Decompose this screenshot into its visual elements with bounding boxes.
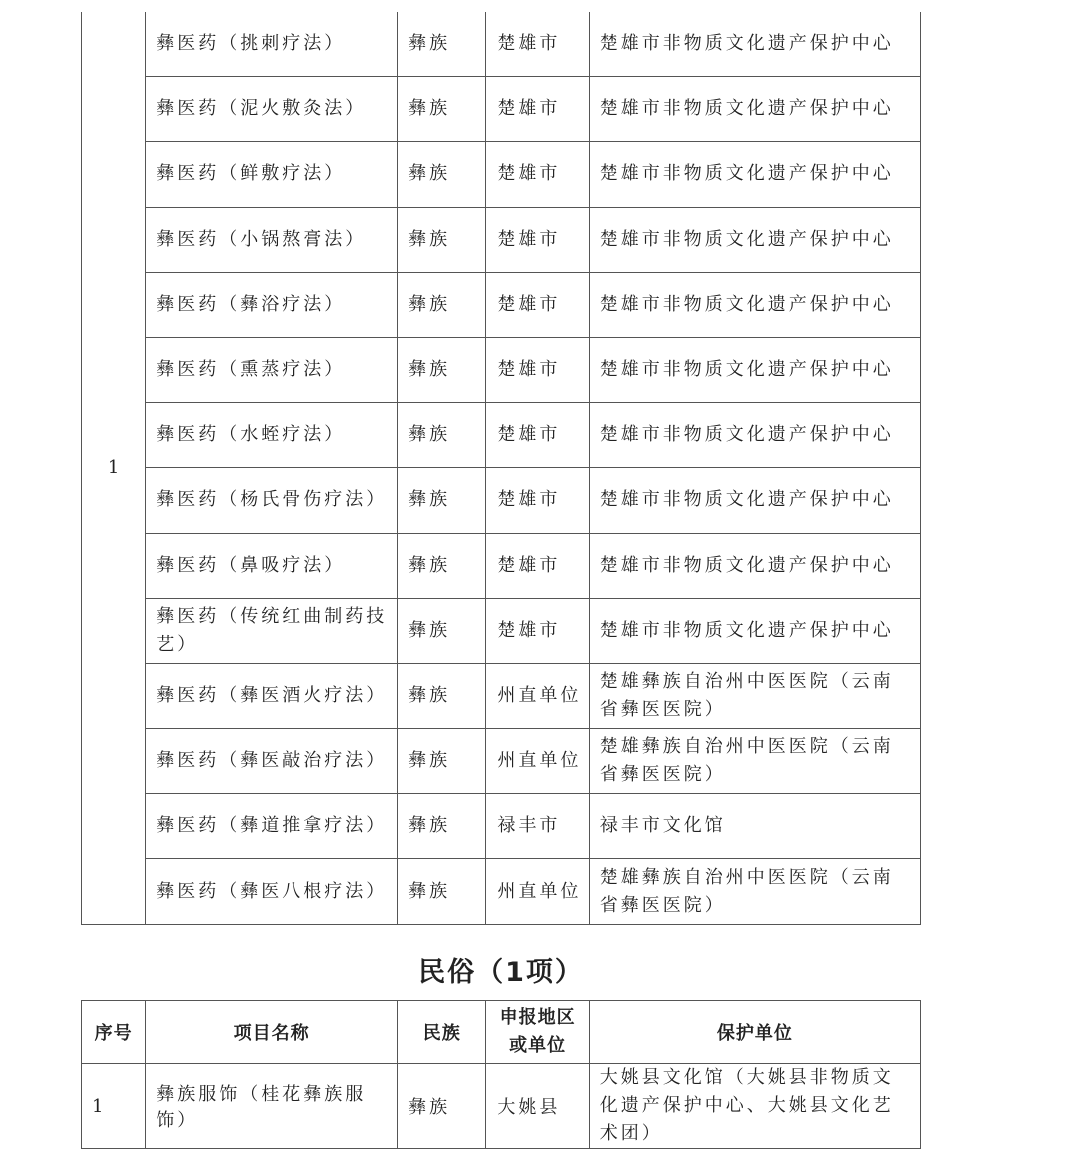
- cell-region: 楚雄市: [486, 403, 589, 468]
- header-ethnicity: 民族: [398, 1001, 486, 1064]
- cell-region: 楚雄市: [486, 468, 589, 533]
- header-seq: 序号: [82, 1001, 146, 1064]
- cell-unit: 楚雄市非物质文化遗产保护中心: [589, 337, 920, 402]
- table-row: [82, 403, 921, 468]
- cell-unit: 楚雄市非物质文化遗产保护中心: [589, 207, 920, 272]
- cell-region: 楚雄市: [486, 207, 589, 272]
- cell-ethnicity: 彝族: [398, 859, 486, 924]
- table-row: [82, 142, 921, 207]
- cell-region: 大姚县: [486, 1064, 589, 1149]
- header-region: [486, 1001, 589, 1064]
- table-row: [82, 207, 921, 272]
- cell-unit: 楚雄市非物质文化遗产保护中心: [589, 403, 920, 468]
- cell-ethnicity: 彝族: [398, 272, 486, 337]
- cell-unit: 楚雄彝族自治州中医医院（云南省彝医医院）: [589, 729, 920, 794]
- header-region-line2: 或单位: [509, 1035, 567, 1056]
- cell-unit: 楚雄市非物质文化遗产保护中心: [589, 598, 920, 663]
- cell-region: 州直单位: [486, 859, 589, 924]
- table-row: [82, 533, 921, 598]
- cell-name: 彝医药（泥火敷灸法）: [146, 77, 398, 142]
- cell-unit: 楚雄彝族自治州中医医院（云南省彝医医院）: [589, 663, 920, 728]
- heritage-table-medicine: [81, 12, 921, 925]
- table-row: [82, 859, 921, 924]
- cell-ethnicity: 彝族: [398, 12, 486, 77]
- header-region-line1: 申报地区: [499, 1007, 576, 1028]
- cell-ethnicity: 彝族: [398, 598, 486, 663]
- cell-unit: 楚雄市非物质文化遗产保护中心: [589, 142, 920, 207]
- table-header-row: [82, 1001, 921, 1064]
- cell-region: 楚雄市: [486, 142, 589, 207]
- table-row: [82, 337, 921, 402]
- cell-name: 彝医药（鼻吸疗法）: [146, 533, 398, 598]
- cell-region: 楚雄市: [486, 533, 589, 598]
- cell-ethnicity: 彝族: [398, 468, 486, 533]
- cell-region: 州直单位: [486, 729, 589, 794]
- cell-name: 彝医药（传统红曲制药技艺）: [146, 598, 398, 663]
- cell-ethnicity: 彝族: [398, 337, 486, 402]
- cell-ethnicity: 彝族: [398, 729, 486, 794]
- cell-region: 楚雄市: [486, 12, 589, 77]
- cell-name: 彝医药（彝浴疗法）: [146, 272, 398, 337]
- table-row: [82, 729, 921, 794]
- cell-name: 彝医药（鲜敷疗法）: [146, 142, 398, 207]
- heritage-table-body: [82, 12, 921, 924]
- table-row: [82, 77, 921, 142]
- cell-unit: 楚雄市非物质文化遗产保护中心: [589, 12, 920, 77]
- table-row: [82, 12, 921, 77]
- cell-unit: 楚雄市非物质文化遗产保护中心: [589, 77, 920, 142]
- header-name: 项目名称: [146, 1001, 398, 1064]
- cell-name: 彝医药（杨氏骨伤疗法）: [146, 468, 398, 533]
- cell-region: 楚雄市: [486, 77, 589, 142]
- cell-name: 彝医药（彝道推拿疗法）: [146, 794, 398, 859]
- cell-unit: 楚雄市非物质文化遗产保护中心: [589, 533, 920, 598]
- cell-region: 禄丰市: [486, 794, 589, 859]
- table-row: [82, 663, 921, 728]
- heritage-table-folk: [81, 1000, 921, 1149]
- cell-name: 彝医药（熏蒸疗法）: [146, 337, 398, 402]
- cell-region: 楚雄市: [486, 337, 589, 402]
- table-row: [82, 468, 921, 533]
- cell-name: 彝医药（挑刺疗法）: [146, 12, 398, 77]
- cell-name: 彝医药（彝医敲治疗法）: [146, 729, 398, 794]
- cell-seq: 1: [82, 1064, 146, 1149]
- cell-unit: 禄丰市文化馆: [589, 794, 920, 859]
- table-row: [82, 1064, 921, 1149]
- cell-name: 彝医药（小锅熬膏法）: [146, 207, 398, 272]
- cell-name: 彝医药（彝医酒火疗法）: [146, 663, 398, 728]
- cell-unit: 楚雄市非物质文化遗产保护中心: [589, 468, 920, 533]
- section-title: 民俗（1项）: [418, 957, 584, 988]
- cell-ethnicity: 彝族: [398, 403, 486, 468]
- cell-seq: 1: [82, 12, 146, 924]
- table-row: [82, 794, 921, 859]
- cell-name: 彝医药（彝医八根疗法）: [146, 859, 398, 924]
- cell-ethnicity: 彝族: [398, 142, 486, 207]
- cell-region: 楚雄市: [486, 598, 589, 663]
- cell-ethnicity: 彝族: [398, 1064, 486, 1149]
- cell-ethnicity: 彝族: [398, 77, 486, 142]
- cell-ethnicity: 彝族: [398, 663, 486, 728]
- cell-ethnicity: 彝族: [398, 207, 486, 272]
- cell-region: 州直单位: [486, 663, 589, 728]
- header-unit: 保护单位: [589, 1001, 920, 1064]
- cell-name: 彝族服饰（桂花彝族服饰）: [146, 1064, 398, 1149]
- table-row: [82, 272, 921, 337]
- cell-unit: 楚雄市非物质文化遗产保护中心: [589, 272, 920, 337]
- table-row: [82, 598, 921, 663]
- cell-ethnicity: 彝族: [398, 794, 486, 859]
- cell-name: 彝医药（水蛭疗法）: [146, 403, 398, 468]
- cell-unit: 大姚县文化馆（大姚县非物质文化遗产保护中心、大姚县文化艺术团）: [589, 1064, 920, 1149]
- cell-region: 楚雄市: [486, 272, 589, 337]
- cell-ethnicity: 彝族: [398, 533, 486, 598]
- cell-unit: 楚雄彝族自治州中医医院（云南省彝医医院）: [589, 859, 920, 924]
